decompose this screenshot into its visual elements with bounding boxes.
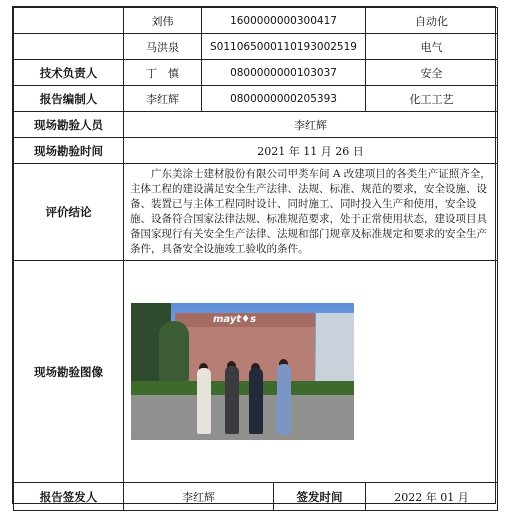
issue-date-label: 签发时间 <box>274 483 366 511</box>
editor-code: 0800000000205393 <box>202 86 366 112</box>
personnel-row-2 <box>14 34 498 60</box>
person-major: 电气 <box>366 34 498 60</box>
tech-lead-label: 技术负责人 <box>14 60 124 86</box>
person-code: 1600000000300417 <box>202 8 366 34</box>
issue-date: 2022 年 01 月 <box>366 483 498 511</box>
person-figure <box>277 364 291 434</box>
evaluation-row <box>14 164 498 261</box>
time-row <box>14 138 498 164</box>
image-row <box>14 261 498 483</box>
person-figure <box>197 368 211 434</box>
issuer-row <box>14 483 498 511</box>
inspector-row <box>14 112 498 138</box>
image-label: 现场勘验图像 <box>14 261 124 483</box>
company-logo: mayt♦s <box>213 314 257 325</box>
person-figure <box>249 368 263 434</box>
editor-name: 李红辉 <box>124 86 202 112</box>
person-name: 刘伟 <box>124 8 202 34</box>
time-value: 2021 年 11 月 26 日 <box>124 138 498 164</box>
evaluation-label: 评价结论 <box>14 164 124 261</box>
tech-lead-name: 丁 慎 <box>124 60 202 86</box>
tech-lead-row <box>14 60 498 86</box>
report-table <box>13 7 498 511</box>
editor-major: 化工工艺 <box>366 86 498 112</box>
tech-lead-code: 0800000000103037 <box>202 60 366 86</box>
editor-label: 报告编制人 <box>14 86 124 112</box>
evaluation-text: 广东美涂士建材股份有限公司甲类车间 A 改建项目的各类生产证照齐全，主体工程的建设满足安全生产法律、法规、标准、规范的要求，安全设施、设备、装置已与主体工程同时设计、同时施工、同时投入生产和使用，安全设施、设备符合国家法律法规、标准规范要求，处于正常使用状态，建设项目具备国家现行有关安全生产法律、法规和部门规章及标准规定和要求的安全生产条件，具备安全设施竣工验收的条件。 <box>124 164 498 261</box>
site-photo <box>131 303 354 440</box>
person-major: 自动化 <box>366 8 498 34</box>
person-figure <box>225 366 239 434</box>
person-name: 马洪泉 <box>124 34 202 60</box>
personnel-row-1 <box>14 8 498 34</box>
time-label: 现场勘验时间 <box>14 138 124 164</box>
editor-row <box>14 86 498 112</box>
person-code: S011065000110193002519 <box>202 34 366 60</box>
tech-lead-major: 安全 <box>366 60 498 86</box>
inspector-label: 现场勘验人员 <box>14 112 124 138</box>
issuer-name: 李红辉 <box>124 483 274 511</box>
report-document <box>12 6 496 504</box>
issuer-label: 报告签发人 <box>14 483 124 511</box>
inspector-value: 李红辉 <box>124 112 498 138</box>
